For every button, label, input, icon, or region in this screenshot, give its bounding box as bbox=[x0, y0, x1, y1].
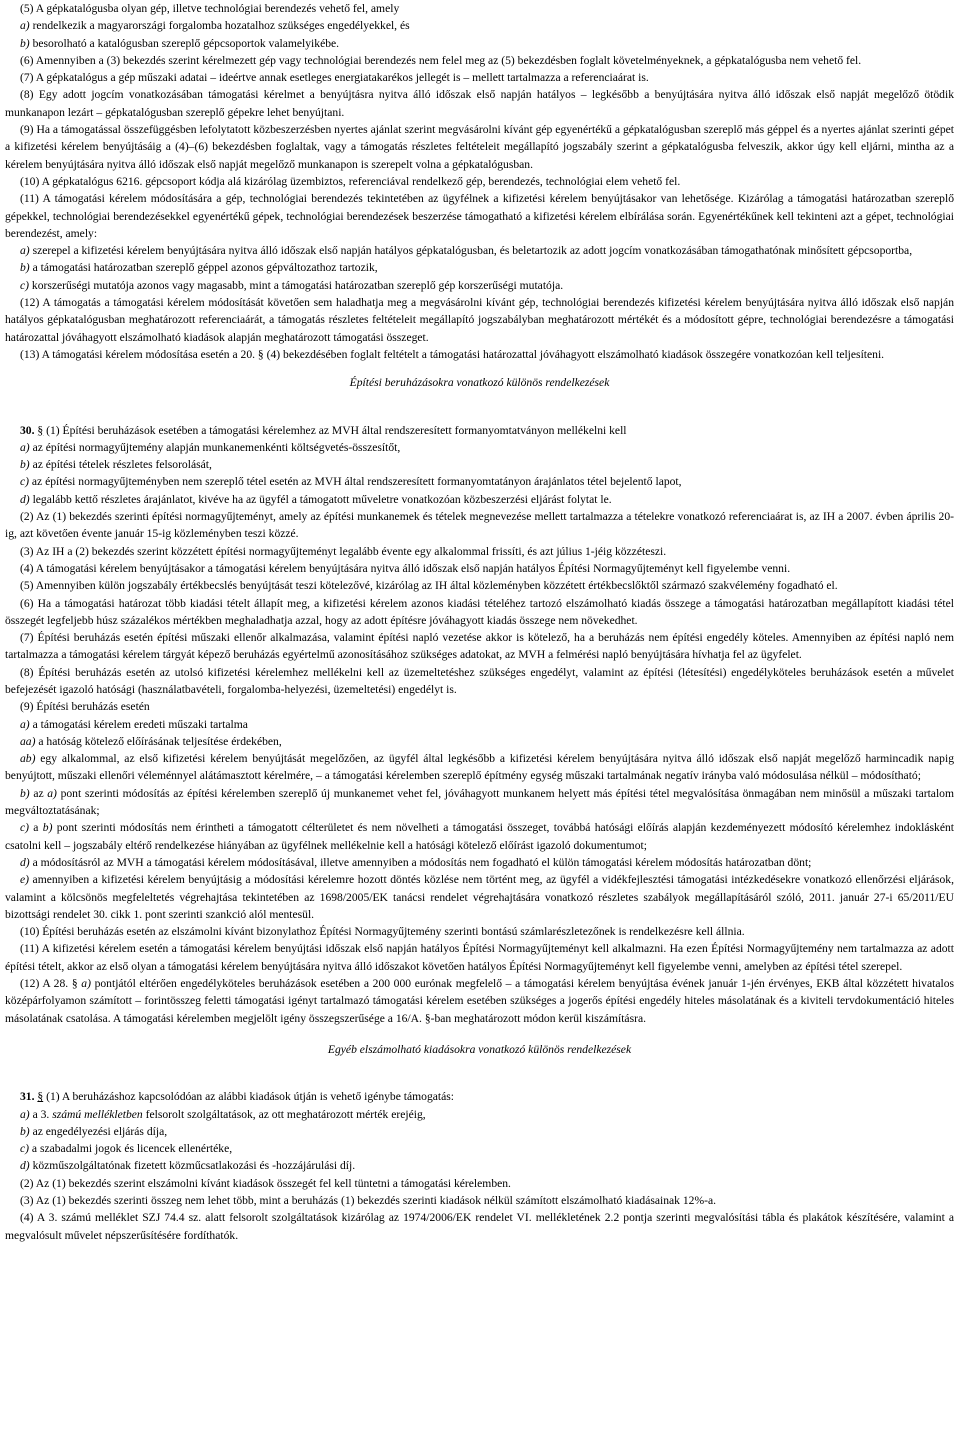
paragraph-text: (3) Az IH a (2) bekezdés szerint közzétett építési normagyűjteményt legalább évente egy alkalommal frissíti, és azt július 1-jéig közzéteszi. bbox=[20, 544, 667, 558]
paragraph-text: az engedélyezési eljárás díja, bbox=[29, 1124, 168, 1138]
paragraph-text-tail: pontjától eltérően engedélyköteles beruházások esetében a 200 000 eurónak megfelelő – a támogatási kérelem benyújtása évének január 1-jén érvényes, EKB által közzétett hivatalos középárfolyamon számított – forintösszeg feletti támogatási igényt tartalmazó támogatási kérelem esetében szükséges a jogerős építési engedély hiteles másolatának és a kiviteli tervdokumentáció hiteles másolatának csatolása. A támogatási kérelemben megjelölt igény összegszerűsége a 16/A. §-ban meghatározott módon kerül kiszámításra. bbox=[5, 977, 954, 1025]
paragraph-text: (4) A támogatási kérelem benyújtásakor a támogatási kérelem benyújtására nyitva álló időszak első napján hatályos Építési Normagyűjteményt kell figyelembe venni. bbox=[20, 561, 791, 575]
paragraph bbox=[5, 871, 954, 923]
paragraph-text: besorolható a katalógusban szereplő gépcsoportok valamelyikébe. bbox=[29, 36, 340, 50]
paragraph bbox=[5, 86, 954, 121]
paragraph-text: (10) Építési beruházás esetén az elszámolni kívánt bizonylathoz Építési Normagyűjtemény szerinti bontású számlarészletezőnek is rendelkezésre kell állnia. bbox=[20, 925, 745, 939]
paragraph bbox=[5, 294, 954, 346]
list-marker: b) bbox=[20, 1124, 30, 1138]
paragraph bbox=[5, 854, 954, 871]
paragraph bbox=[5, 121, 954, 173]
section-heading: Egyéb elszámolható kiadásokra vonatkozó különös rendelkezések bbox=[327, 1042, 632, 1056]
paragraph bbox=[5, 242, 954, 259]
paragraph bbox=[5, 259, 954, 276]
list-marker: c) bbox=[20, 1142, 30, 1156]
paragraph-text-tail: pont szerinti módosítás nem érintheti a támogatott célterületet és nem növelheti a támogatási összeget, továbbá hatósági előírás alapján kezdeményezett módosító kérelemhez indoklásként csatolni kell – jogszabály eltérő rendelkezése hiányában az ügyfélnek mellékelnie kell a hatósági kötelező előírást igazoló dokumentumot; bbox=[5, 821, 955, 852]
list-marker: a) bbox=[20, 244, 30, 258]
paragraph-text: rendelkezik a magyarországi forgalomba hozatalhoz szükséges engedélyekkel, és bbox=[29, 19, 410, 33]
paragraph bbox=[5, 35, 954, 52]
paragraph-text: a támogatási kérelem eredeti műszaki tartalma bbox=[29, 717, 248, 731]
paragraph bbox=[5, 819, 954, 854]
paragraph bbox=[5, 923, 954, 940]
list-reference: a) bbox=[47, 786, 57, 800]
paragraph-text: (9) Ha a támogatással összefüggésben lefolytatott közbeszerzésben nyertes ajánlat szerint megvásárolni kívánt gép egyenértékű a gépkatalógusban szereplő más géppel és a nyertes ajánlat szerinti gépet a kifizetési kérelem benyújtásáig a (4)–(6) bekezdésben foglaltak, vagy a támogatás részletes feltételeit megállapító jogszabály szerint a gépkatalógusba felveszik, akkor úgy kell eljárni, mintha az a kérelem benyújtására nyitva álló időszak első napját megelőző munkanapon is szerepelt volna a gépkatalógusban. bbox=[5, 123, 954, 171]
paragraph bbox=[5, 716, 954, 733]
paragraph-text: (10) A gépkatalógus 6216. gépcsoport kódja alá kizárólag üzembiztos, referenciával rendelkező gép, berendezés, technológiai elem vehető fel. bbox=[20, 174, 681, 188]
paragraph bbox=[5, 277, 954, 294]
paragraph bbox=[5, 577, 954, 594]
paragraph bbox=[5, 1106, 954, 1123]
paragraph bbox=[5, 698, 954, 715]
list-reference: a) bbox=[81, 977, 91, 991]
paragraph bbox=[5, 1088, 954, 1105]
paragraph-text-tail: pont szerinti módosítás az építési kérelemben szereplő új munkanemet vehet fel, jóváhagyott munkanem helyett más építési tétel megvalósítása önmagában nem minősül a műszaki tartalom megváltoztatásának; bbox=[5, 786, 954, 818]
section-heading: Építési beruházásokra vonatkozó különös rendelkezések bbox=[349, 376, 610, 390]
paragraph-text: (12) A támogatás a támogatási kérelem módosítását követően sem haladhatja meg a megvásárolni kívánt gép, technológiai berendezés kifizetési kérelem benyújtására nyitva álló időszak első napján hatályos gépkatalógusban meghatározott referenciaárát, a támogatás részletes feltételeit megállapító jogszabályban meghatározott mértékét és a módosított gépre, technológiai berendezésre a támogatási határozattal jóváhagyott elszámolható kiadások alapján meghatározott támogatási összeget. bbox=[5, 296, 954, 344]
paragraph bbox=[5, 1175, 954, 1192]
paragraph bbox=[5, 629, 954, 664]
paragraph bbox=[5, 508, 954, 543]
paragraph-text: a támogatási határozatban szereplő géppel azonos gépváltozathoz tartozik, bbox=[29, 261, 378, 275]
paragraph-text: (13) A támogatási kérelem módosítása esetén a 20. § (4) bekezdésében foglalt feltételt a támogatási határozattal jóváhagyott elszámolható kiadások összegére vonatkozóan kell teljesíteni. bbox=[20, 347, 885, 361]
paragraph-text: (2) Az (1) bekezdés szerint elszámolni kívánt kiadások összegét fel kell tüntetni a támogatási kérelemben. bbox=[20, 1176, 511, 1190]
paragraph-text: közműszolgáltatónak fizetett közműcsatlakozási és -hozzájárulási díj. bbox=[29, 1159, 356, 1173]
paragraph bbox=[5, 346, 954, 363]
paragraph bbox=[5, 560, 954, 577]
list-marker: a) bbox=[20, 1107, 30, 1121]
list-marker: a) bbox=[20, 440, 30, 454]
paragraph bbox=[5, 69, 954, 86]
paragraph-text: szerepel a kifizetési kérelem benyújtására nyitva álló időszak első napján hatályos gépkatalógusban, és beletartozik az adott jogcím vonatkozásában támogathatónak minősített gépcsoportba, bbox=[29, 244, 913, 258]
paragraph bbox=[5, 1140, 954, 1157]
list-marker: c) bbox=[20, 278, 30, 292]
paragraph bbox=[5, 664, 954, 699]
paragraph bbox=[5, 17, 954, 34]
paragraph bbox=[5, 52, 954, 69]
paragraph bbox=[5, 1209, 954, 1244]
paragraph bbox=[5, 1157, 954, 1174]
paragraph-text: a szabadalmi jogok és licencek ellenértéke, bbox=[29, 1142, 233, 1156]
list-marker: b) bbox=[20, 458, 30, 472]
paragraph-text: az építési tételek részletes felsorolását, bbox=[29, 458, 212, 472]
paragraph bbox=[5, 491, 954, 508]
paragraph-text: (11) A kifizetési kérelem esetén a támogatási kérelem benyújtási időszak első napján hatályos Építési Normagyűjteményt kell alkalmazni. Ha ezen Építési Normagyűjtemény nem tartalmazza az adott építési tételt, akkor az első olyan a támogatási kérelem benyújtására nyitva álló időszakot követően hatályos Építési Normagyűjteményt kell figyelembe venni, amelyben az építési tétel szerepel. bbox=[5, 942, 954, 973]
list-marker: d) bbox=[20, 855, 30, 869]
list-marker: b) bbox=[20, 36, 30, 50]
paragraph bbox=[5, 595, 954, 630]
paragraph-text: az bbox=[29, 786, 48, 800]
list-marker: d) bbox=[20, 492, 30, 506]
paragraph-text: (1) Építési beruházások esetében a támogatási kérelemhez az MVH által rendszeresített formanyomtatványon mellékelni kell bbox=[43, 423, 627, 437]
paragraph-text: (7) Építési beruházás esetén építési műszaki ellenőr alkalmazása, valamint építési napló vezetése akkor is kötelező, ha a beruházás nem építési engedély köteles. Amennyiben az építési napló nem tartalmazza a támogatási kérelem tárgyát képező beruházás egyértelmű azonosításához szükséges adatokat, az MVH a felmérési napló benyújtására hívhatja fel az ügyfelet. bbox=[5, 631, 954, 662]
paragraph-text: (2) Az (1) bekezdés szerinti építési normagyűjteményt, amely az építési munkanemek és tételek megnevezése mellett tartalmazza a tételekre vonatkozó referenciaárat is, az IH a 2007. évben április 20-ig, azt követően évente január 15-ig közleményben teszi közzé. bbox=[5, 510, 954, 541]
paragraph-text: az építési normagyűjteményben nem szereplő tétel esetén az MVH által rendszeresített formanyomtatányon árajánlatos tétel bejelentő lapot, bbox=[29, 475, 682, 489]
paragraph-text: (4) A 3. számú melléklet SZJ 74.4 sz. alatt felsorolt szolgáltatások kizárólag az 1974/2006/EK rendelet VI. mellékletének 2.2 pontja szerinti megvalósítási tábla és plakátok készítésére, valamint a megvalósult művelet népszerűsítésére fordíthatók. bbox=[5, 1211, 954, 1242]
paragraph bbox=[5, 733, 954, 750]
paragraph bbox=[5, 456, 954, 473]
paragraph-text: a módosításról az MVH a támogatási kérelem módosításával, illetve amennyiben a módosítás nem fogadható el külön támogatási kérelem módosítás határozatban dönt; bbox=[29, 855, 812, 869]
paragraph-text: legalább kettő részletes árajánlatot, kivéve ha az ügyfél a támogatott műveletre vonatkozóan közbeszerzési eljárást folytat le. bbox=[29, 492, 612, 506]
paragraph bbox=[5, 173, 954, 190]
paragraph-text: az építési normagyűjtemény alapján munkanemenkénti költségvetés-összesítőt, bbox=[29, 440, 401, 454]
paragraph bbox=[5, 0, 954, 17]
paragraph-text: (9) Építési beruházás esetén bbox=[20, 700, 150, 714]
section-sign: § bbox=[37, 423, 44, 437]
article-number: 30. bbox=[20, 423, 38, 437]
list-marker: e) bbox=[20, 873, 30, 887]
paragraph-text: amennyiben a kifizetési kérelem benyújtásig a módosítási kérelemre hozott döntés közlése nem történt meg, az ügyfél a vidékfejlesztési támogatási intézkedésekre vonatkozó ellenőrzési eljárások, valamint a kölcsönös megfeleltetés végrehajtása tekintetében az 1698/2005/EK tanácsi rendelet végrehajtására vonatkozó részletes szabályok megállapításáról szóló, 2011. január 27-i 65/2011/EU bizottsági rendelet 30. cikk 1. pont szerinti szankció alól mentesül. bbox=[5, 873, 954, 921]
paragraph-text: (8) Egy adott jogcím vonatkozásában támogatási kérelmet a benyújtásra nyitva álló időszak első napján hatályos – legkésőbb a benyújtására nyitva álló időszak első napját megelőző ötödik munkanapon lezárt – gépkatalógusban szereplő gépekre lehet benyújtani. bbox=[5, 88, 954, 119]
paragraph-text: korszerűségi mutatója azonos vagy magasabb, mint a támogatási határozatban szereplő gép korszerűségi mutatója. bbox=[29, 278, 564, 292]
paragraph bbox=[5, 940, 954, 975]
italic-text: számú mellékletben bbox=[52, 1107, 143, 1121]
paragraph bbox=[5, 785, 954, 820]
paragraph-text: a 3. bbox=[29, 1107, 53, 1121]
paragraph bbox=[5, 473, 954, 490]
paragraph-text: a hatóság kötelező előírásának teljesítése érdekében, bbox=[35, 734, 282, 748]
list-marker: d) bbox=[20, 1159, 30, 1173]
paragraph bbox=[5, 422, 954, 439]
paragraph-text: (11) A támogatási kérelem módosítására a gép, technológiai berendezés tekintetében az ügyfélnek a kifizetési kérelem benyújtásakor van lehetősége. Kizárólag a támogatási határozatban szereplő gépekkel, technológiai berendezésekkel egyenértékű gépek, technológiai berendezések beszerzése támogatható a kifizetési kérelem elbírálása során. Egyenértékűnek kell tekinteni azt a gépet, technológiai berendezést, amely: bbox=[5, 192, 954, 240]
paragraph-text: (3) Az (1) bekezdés szerinti összeg nem lehet több, mint a beruházás (1) bekezdés szerinti kiadások nélkül számított elszámolható kiadásainak 12%-a. bbox=[20, 1194, 717, 1207]
list-marker: a) bbox=[20, 717, 30, 731]
article-number: 31. bbox=[20, 1090, 38, 1104]
paragraph bbox=[5, 190, 954, 242]
list-marker: c) bbox=[20, 475, 30, 489]
list-marker: b) bbox=[20, 786, 30, 800]
paragraph-text: (8) Építési beruházás esetén az utolsó kifizetési kérelemhez mellékelni kell az üzemeltetéshez szükséges engedélyt, valamint az építési (létesítési) engedélyköteles beruházások esetén a művelet befejezését igazoló hatósági (használatbavételi, forgalomba-helyezési, üzemeltetési) engedélyt is. bbox=[5, 665, 954, 696]
list-marker: ab) bbox=[20, 752, 36, 766]
paragraph bbox=[5, 439, 954, 456]
paragraph-text-tail: felsorolt szolgáltatások, az ott meghatározott mérték erejéig, bbox=[142, 1107, 426, 1121]
paragraph-text: (1) A beruházáshoz kapcsolódóan az alábbi kiadások útján is vehető igénybe támogatás: bbox=[43, 1090, 454, 1104]
section-sign: § bbox=[37, 1090, 44, 1104]
paragraph-text: (6) Ha a támogatási határozat több kiadási tételt állapít meg, a kifizetési kérelem azonos kiadási tételéhez tartozó elszámolható kiadás összege a támogatási határozatban megállapított kiadási tétel összegét legfeljebb húsz százalékos mértékben meghaladhatja azzal, hogy az adott építésre jóváhagyott kiadás összege nem növekedhet. bbox=[5, 596, 954, 627]
list-marker: b) bbox=[20, 261, 30, 275]
paragraph-text: (5) A gépkatalógusba olyan gép, illetve technológiai berendezés vehető fel, amely bbox=[20, 2, 400, 15]
list-marker: c) bbox=[20, 821, 30, 835]
paragraph-text: (6) Amennyiben a (3) bekezdés szerint kérelmezett gép vagy technológiai berendezés nem felel meg az (5) bekezdésben foglalt követelményeknek, a gépkatalógusba nem vehető fel. bbox=[20, 53, 862, 67]
paragraph-text: (12) A 28. § bbox=[20, 977, 82, 991]
paragraph-text: (7) A gépkatalógus a gép műszaki adatai – ideértve annak esetleges energiatakarékos jellegét is – mellett tartalmazza a referenciaárat is. bbox=[20, 71, 649, 85]
paragraph-text: egy alkalommal, az első kifizetési kérelem benyújtását megelőzően, az ügyfél által legkésőbb a kifizetési kérelem benyújtására nyitva álló időszak első napját megelőző harmincadik napig benyújtott, műszaki ellenőri véleménnyel alátámasztott kérelmére, – a támogatási kérelemben szereplő építmény egység műszaki tartalmának negatív irányba való módosulása nélkül – módosítható; bbox=[5, 752, 954, 783]
paragraph bbox=[5, 1192, 954, 1209]
paragraph bbox=[5, 1123, 954, 1140]
list-marker: a) bbox=[20, 19, 30, 33]
paragraph bbox=[5, 750, 954, 785]
paragraph-text: (5) Amennyiben külön jogszabály értékbecslés benyújtását teszi kötelezővé, kizárólag az IH által közleményben közzétett értékbecslőktől származó szakvélemény fogadható el. bbox=[20, 579, 838, 593]
paragraph bbox=[5, 543, 954, 560]
paragraph-text: a bbox=[29, 821, 43, 835]
paragraph bbox=[5, 975, 954, 1027]
list-reference: b) bbox=[42, 821, 53, 835]
list-marker: aa) bbox=[20, 734, 36, 748]
